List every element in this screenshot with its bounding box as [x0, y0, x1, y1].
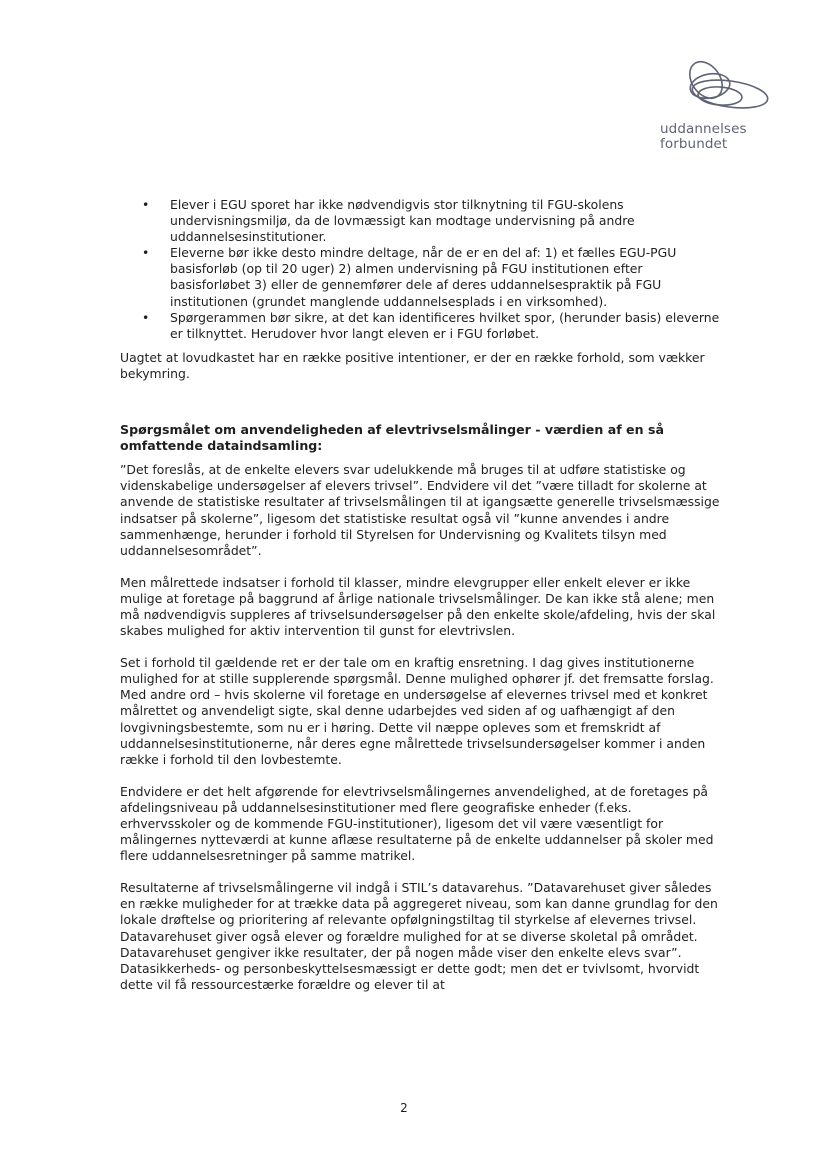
bullet-dot-icon: •: [142, 197, 150, 212]
bullet-dot-icon: •: [142, 245, 150, 261]
body-paragraph: ”Det foreslås, at de enkelte elevers svar udelukkende må bruges til at udføre statistiske og videnskabelige undersøgelser af elevers trivsel”. Endvidere vil det ”være tilladt for skolerne at anvende de statistiske resultater af trivselsmålingen til at igangsætte generelle trivselsmæssige indsatser på skolerne”, ligesom det statistiske resultat også vil ”kunne anvendes i andre sammenhænge, herunder i forhold til Styrelsen for Undervisning og Kvalitets tilsyn med uddannelsesområdet”.: [120, 462, 720, 558]
body-paragraph: Men målrettede indsatser i forhold til klasser, mindre elevgrupper eller enkelt elever er ikke mulige at foretage på baggrund af årlige nationale trivselsmålinger. De kan ikke stå alene; men må nødvendigvis suppleres af trivselsundersøgelser på den enkelte skole/afdeling, hvis der skal skabes mulighed for aktiv intervention til gunst for elevtrivslen.: [120, 574, 716, 639]
bullet-item: [120, 310, 726, 342]
bullet-text: Eleverne bør ikke desto mindre deltage, når de er en del af: 1) et fælles EGU-PGU basisforløb (op til 20 uger) 2) almen undervisning på FGU institutionen efter basisforløbet 3) eller de gennemfører dele af deres uddannelsespraktik på FGU institutionen (grundet manglende uddannelsesplads i en virksomhed).: [170, 245, 677, 309]
body-paragraph: Set i forhold til gældende ret er der tale om en kraftig ensretning. I dag gives institutionerne mulighed for at stille supplerende spørgsmål. Denne mulighed ophører jf. det fremsatte forslag. Med andre ord – hvis skolerne vil foretage en undersøgelse af elevernes trivsel med et konkret målrettet og anvendeligt sigte, skal denne udarbejdes ved siden af og uafhængigt af den lovgivningsbestemte, som nu er i høring. Dette vil næppe opleves som et fremskridt af uddannelsesinstitutionerne, når deres egne målrettede trivselsundersøgelser kommer i anden række i forhold til den lovbestemte.: [120, 655, 714, 767]
interlocking-rings-logo-icon: [670, 56, 774, 122]
body-paragraph: Endvidere er det helt afgørende for elevtrivselsmålingernes anvendelighed, at de foretages på afdelingsniveau på uddannelsesinstitutioner med flere geografiske enheder (f.eks. erhvervsskoler og de kommende FGU-institutioner), ligesom det vil være væsentligt for målingernes nytteværdi at kunne aflæse resultaterne på de enkelte uddannelser på skoler med flere uddannelsesretninger på samme matrikel.: [120, 783, 714, 864]
bullet-dot-icon: •: [142, 309, 150, 325]
logo-line-2: forbundet: [660, 136, 728, 152]
bullet-list: [120, 197, 726, 342]
bullet-item: [120, 245, 726, 309]
logo-line-1: uddannelses: [660, 121, 747, 137]
organization-logo: [656, 56, 776, 156]
document-body: [120, 197, 726, 1009]
logo-wordmark: [660, 122, 747, 152]
page-number: 2: [400, 1101, 408, 1115]
body-paragraph: Resultaterne af trivselsmålingerne vil indgå i STIL’s datavarehus. ”Datavarehuset giver således en række muligheder for at trække data på aggregeret niveau, som kan danne grundlag for den lokale drøftelse og prioritering af relevante opfølgningstiltag til styrkelse af elevernes trivsel. Datavarehuset giver også elever og forældre mulighed for at se diverse skoletal på området. Datavarehuset gengiver ikke resultater, der på nogen måde viser den enkelte elevs svar”. Datasikkerheds- og personbeskyttelsesmæssigt er dette godt; men det er tvivlsomt, hvorvidt dette vil få ressourcestærke forældre og elever til at: [120, 880, 718, 992]
bullet-item: [120, 197, 726, 245]
intro-paragraph: Uagtet at lovudkastet har en række positive intentioner, er der en række forhold, som vækker bekymring.: [120, 349, 705, 381]
bullet-text: Elever i EGU sporet har ikke nødvendigvis stor tilknytning til FGU-skolens undervisningsmiljø, da de lovmæssigt kan modtage undervisning på andre uddannelsesinstitutioner.: [170, 197, 635, 245]
bullet-text: Spørgerammen bør sikre, at det kan identificeres hvilket spor, (herunder basis) eleverne er tilknyttet. Herudover hvor langt eleven er i FGU forløbet.: [170, 309, 720, 341]
section-heading: Spørgsmålet om anvendeligheden af elevtrivselsmålinger - værdien af en så omfattende dataindsamling:: [120, 422, 664, 454]
